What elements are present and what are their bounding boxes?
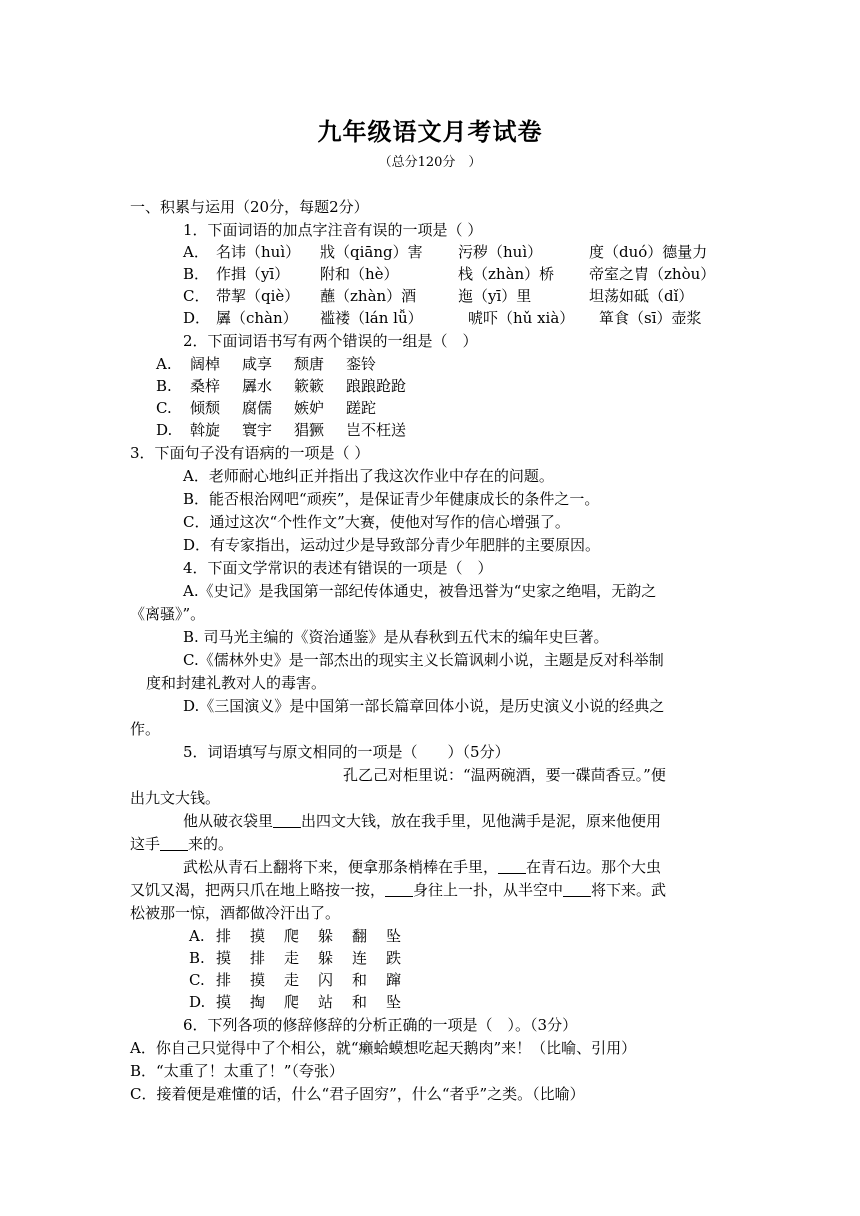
option-word: 簌簌 (294, 377, 325, 395)
passage-text: 身往上一扑，从半空中 (413, 881, 564, 899)
option-word: 坦荡如砥（dǐ） (589, 287, 694, 305)
option-word: 度（duó）德量力 (589, 243, 708, 261)
option-word: 站 (318, 993, 334, 1011)
option-word: 和 (352, 993, 368, 1011)
option-word: 栈（zhàn）桥 (458, 265, 555, 283)
q5-passage-3-line3: 松被那一惊，酒都做冷汗出了。 (130, 904, 341, 922)
question-2-stem: 2．下面词语书写有两个错误的一组是（ ） (183, 332, 478, 350)
q5-passage-2-line2 (130, 833, 233, 855)
q5-passage-2-line1 (183, 810, 661, 832)
option-word: 躲 (318, 949, 334, 967)
option-word: 褴褛（lán lǚ） (320, 309, 423, 327)
option-word: 岂不枉送 (346, 421, 407, 439)
option-word: 和 (352, 971, 368, 989)
option-word: 走 (284, 949, 300, 967)
q3-option-c: C．通过这次“个性作文”大赛，使他对写作的信心增强了。 (183, 513, 570, 531)
option-word: 走 (284, 971, 300, 989)
q6-option-c: C．接着便是难懂的话，什么“君子固穷”，什么“者乎”之类。（比喻） (130, 1085, 585, 1103)
option-label: C. (156, 399, 172, 417)
q5-passage-3-line1 (183, 856, 661, 878)
q6-option-a: A．你自己只觉得中了个相公，就“癞蛤蟆想吃起天鹅肉”来！（比喻、引用） (130, 1039, 637, 1057)
option-word: 摸 (216, 993, 232, 1011)
option-word: 跌 (386, 949, 402, 967)
option-word: 爬 (284, 927, 300, 945)
option-label: B. (189, 949, 205, 967)
option-word: 坠 (386, 993, 402, 1011)
option-word: 斡旋 (190, 421, 221, 439)
option-label: D. (156, 421, 173, 439)
option-word: 掏 (250, 993, 266, 1011)
option-word: 猖獗 (294, 421, 325, 439)
option-label: D. (189, 993, 206, 1011)
passage-text: 他从破衣袋里 (183, 812, 274, 830)
fill-blank (273, 812, 301, 828)
q4-option-c-line1: C.《儒林外史》是一部杰出的现实主义长篇讽刺小说，主题是反对科举制 (183, 651, 664, 669)
option-word: 排 (216, 971, 232, 989)
q4-option-c-line2: 度和封建礼教对人的毒害。 (146, 674, 327, 692)
q5-passage-1-line2: 出九文大钱。 (130, 789, 221, 807)
option-label: B． (183, 265, 210, 283)
passage-text: 出四文大钱，放在我手里，见他满手是泥，原来他便用 (301, 812, 662, 830)
fill-blank (563, 881, 591, 897)
q4-option-a-line2: 《离骚》”。 (130, 605, 206, 623)
question-4-stem: 4．下面文学常识的表述有错误的一项是（ ） (183, 559, 493, 577)
fill-blank (385, 881, 413, 897)
passage-text: 在青石边。那个大虫 (526, 858, 662, 876)
fill-blank (160, 835, 188, 851)
option-word: 羼水 (242, 377, 273, 395)
option-word: 桑梓 (190, 377, 221, 395)
q5-passage-1-line1: 孔乙己对柜里说：“温两碗酒，要一碟茴香豆。”便 (343, 766, 666, 784)
passage-text: 武松从青石上翻将下来，便拿那条梢棒在手里， (183, 858, 499, 876)
option-word: 带挈（qiè） (216, 287, 300, 305)
passage-text: 来的。 (188, 835, 234, 853)
option-word: 摸 (250, 927, 266, 945)
q4-option-b: B. 司马光主编的《资治通鉴》是从春秋到五代末的编年史巨著。 (183, 628, 609, 646)
option-word: 唬吓（hǔ xià） (468, 309, 575, 327)
option-word: 颓唐 (294, 355, 325, 373)
option-word: 连 (352, 949, 368, 967)
option-word: 迤（yī）里 (458, 287, 532, 305)
option-word: 倾颓 (190, 399, 221, 417)
option-word: 寰宇 (242, 421, 273, 439)
option-word: 咸享 (242, 355, 273, 373)
option-word: 戕（qiāng）害 (320, 243, 423, 261)
option-word: 羼（chàn） (216, 309, 298, 327)
option-label: C． (183, 287, 210, 305)
option-word: 名讳（huì） (216, 243, 301, 261)
option-word: 坠 (386, 927, 402, 945)
option-word: 排 (250, 949, 266, 967)
option-word: 翻 (352, 927, 368, 945)
option-word: 箪食（sī）壶浆 (599, 309, 702, 327)
option-label: D． (183, 309, 211, 327)
question-6-stem: 6．下列各项的修辞修辞的分析正确的一项是（ ）。（3分） (183, 1016, 578, 1034)
option-word: 蹉跎 (346, 399, 377, 417)
option-word: 爬 (284, 993, 300, 1011)
fill-blank (498, 858, 526, 874)
q4-option-a-line1: A.《史记》是我国第一部纪传体通史，被鲁迅誉为“史家之绝唱，无韵之 (183, 582, 657, 600)
option-word: 銮铃 (346, 355, 377, 373)
q5-passage-3-line2 (130, 879, 666, 901)
q6-option-b: B．“太重了！太重了！”（夸张） (130, 1062, 344, 1080)
option-word: 踉踉跄跄 (346, 377, 407, 395)
option-word: 摸 (216, 949, 232, 967)
section-heading: 一、积累与运用（20分，每题2分） (130, 198, 369, 216)
page-title: 九年级语文月考试卷 (317, 117, 543, 146)
option-word: 污秽（huì） (458, 243, 543, 261)
option-label: C. (189, 971, 205, 989)
option-word: 摸 (250, 971, 266, 989)
option-word: 排 (216, 927, 232, 945)
page-subtitle: （总分120分 ） (378, 155, 482, 170)
question-3-stem: 3．下面句子没有语病的一项是（ ） (130, 444, 370, 462)
option-word: 作揖（yī） (216, 265, 290, 283)
q3-option-a: A．老师耐心地纠正并指出了我这次作业中存在的问题。 (183, 467, 554, 485)
option-label: A. (156, 355, 172, 373)
question-5-stem: 5．词语填写与原文相同的一项是（ ）（5分） (183, 743, 510, 761)
option-word: 蘸（zhàn）酒 (320, 287, 417, 305)
option-label: B. (156, 377, 172, 395)
option-label: A. (189, 927, 205, 945)
q3-option-b: B．能否根治网吧“顽疾”，是保证青少年健康成长的条件之一。 (183, 490, 600, 508)
option-word: 阔棹 (190, 355, 221, 373)
q4-option-d-line1: D.《三国演义》是中国第一部长篇章回体小说，是历史演义小说的经典之 (183, 697, 665, 715)
question-1-stem: 1．下面词语的加点字注音有误的一项是（ ） (183, 221, 483, 239)
option-word: 附和（hè） (320, 265, 399, 283)
option-word: 帝室之胄（zhòu） (589, 265, 716, 283)
option-label: A． (183, 243, 209, 261)
option-word: 闪 (318, 971, 334, 989)
passage-text: 又饥又渴，把两只爪在地上略按一按， (130, 881, 386, 899)
option-word: 躲 (318, 927, 334, 945)
q4-option-d-line2: 作。 (130, 720, 161, 738)
q3-option-d: D．有专家指出，运动过少是导致部分青少年肥胖的主要原因。 (183, 536, 601, 554)
passage-text: 这手 (130, 835, 161, 853)
option-word: 蹿 (386, 971, 402, 989)
option-word: 嫉妒 (294, 399, 325, 417)
option-word: 腐儒 (242, 399, 273, 417)
passage-text: 将下来。武 (591, 881, 667, 899)
